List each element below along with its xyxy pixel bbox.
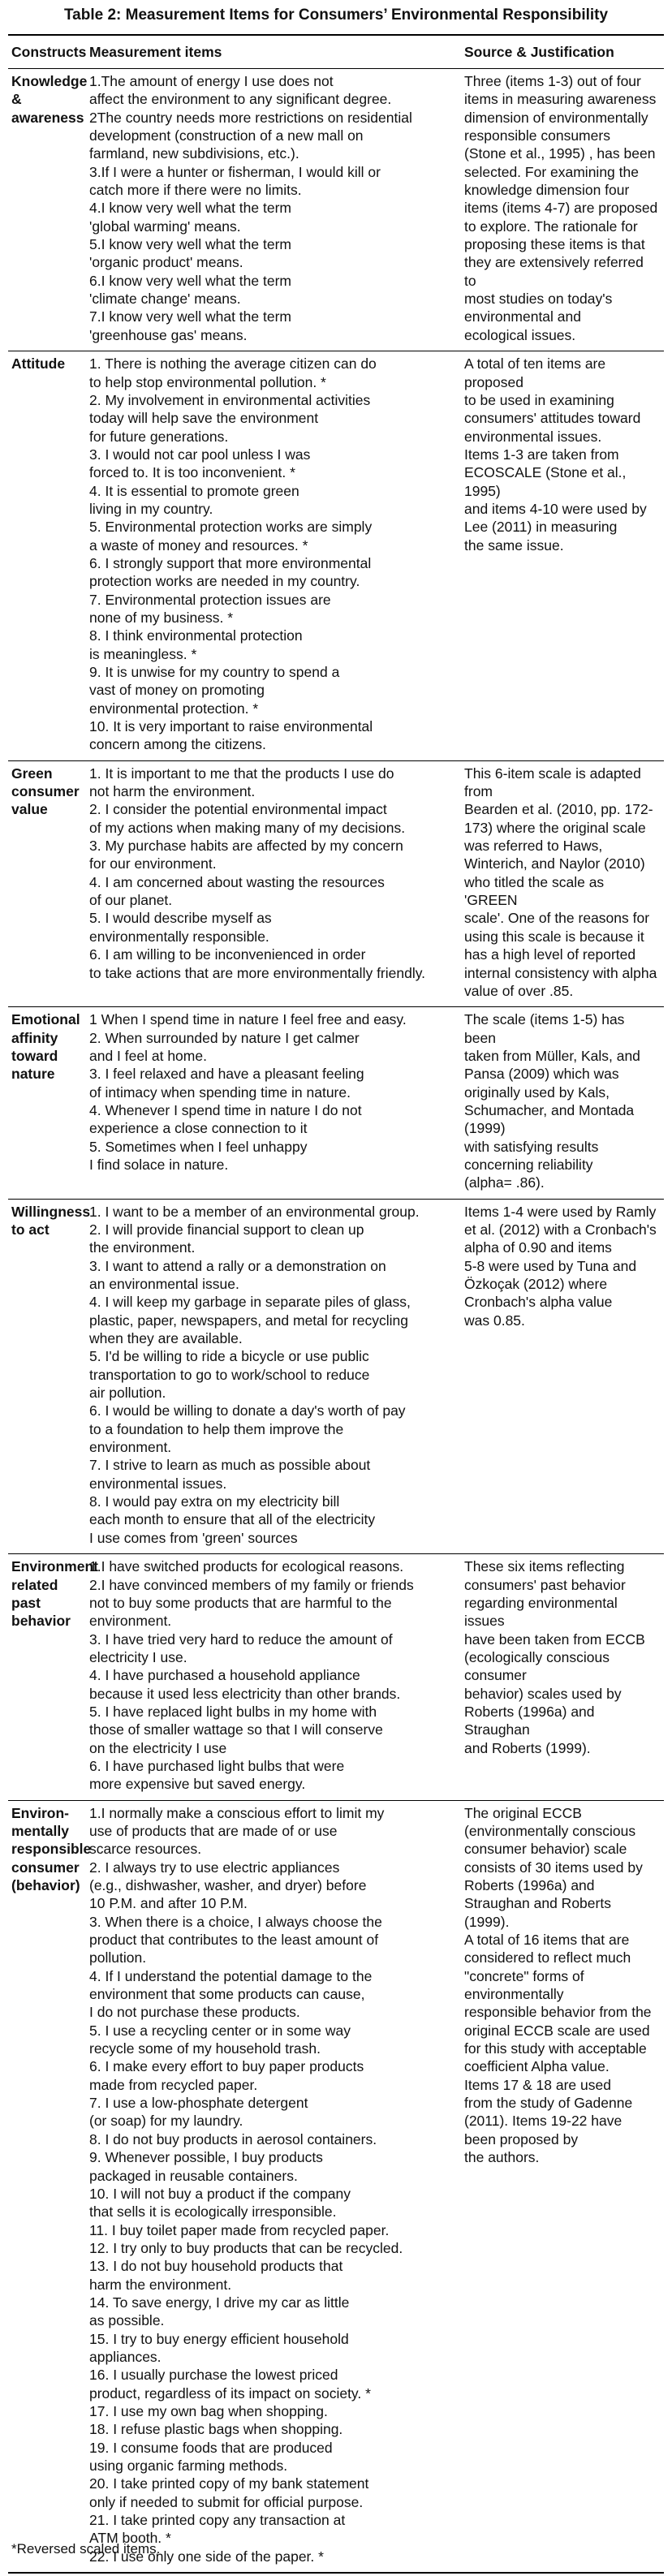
- measurement-item: 3. My purchase habits are affected by my concern for our environment.: [89, 838, 403, 872]
- measurement-item: 5. I use a recycling center or in some way recycle some of my household trash.: [89, 2022, 351, 2057]
- measurement-item: 3. I have tried very hard to reduce the amount of electricity I use.: [89, 1630, 393, 1665]
- justification-cell: These six items reflecting consumers' past behavior regarding environmental issues have been taken from ECCB (ecologically conscious consumer behavior) scales used by Roberts (1996a) and Straughan and Roberts (1999).: [461, 1554, 664, 1800]
- table-row: [8, 351, 664, 761]
- measurement-item: 20. I take printed copy of my bank statement only if needed to submit for official purpose.: [89, 2475, 369, 2510]
- measurement-item: 3. I would not car pool unless I was forced to. It is too inconvenient. *: [89, 446, 311, 481]
- measurement-item: 6. I would be willing to donate a day's worth of pay to a foundation to help them improve the environment.: [89, 1402, 406, 1456]
- measurement-item: 18. I refuse plastic bags when shopping.: [89, 2421, 343, 2438]
- measurement-item: 3. When there is a choice, I always choose the product that contributes to the least amount of pollution.: [89, 1913, 382, 1966]
- measurement-item: 12. I try only to buy products that can be recycled.: [89, 2239, 403, 2256]
- measurement-item: 6.I know very well what the term 'climate change' means.: [89, 272, 291, 308]
- measurement-item: 15. I try to buy energy efficient household appliances.: [89, 2330, 349, 2365]
- measurement-item: 4. I have purchased a household appliance because it used less electricity than other brands.: [89, 1667, 401, 1702]
- measurement-item: 10. It is very important to raise environmental concern among the citizens.: [89, 718, 373, 753]
- measurement-item: 9. Whenever possible, I buy products packaged in reusable containers.: [89, 2149, 323, 2184]
- measurement-items-cell: [86, 1007, 461, 1199]
- justification-cell: A total of ten items are proposed to be used in examining consumers' attitudes toward environmental issues. Items 1-3 are taken from ECOSCALE (Stone et al., 1995) and items 4-10 were used by Lee (2011) in measuring the same issue.: [461, 351, 664, 761]
- measurement-item: 1.I have switched products for ecological reasons.: [89, 1558, 404, 1575]
- measurement-item: 4. If I understand the potential damage to the environment that some products can cause, I do not purchase these products.: [89, 1967, 373, 2021]
- measurement-item: 19. I consume foods that are produced using organic farming methods.: [89, 2439, 333, 2474]
- measurement-item: 3. I want to attend a rally or a demonstration on an environmental issue.: [89, 1257, 386, 1292]
- measurement-items-cell: [86, 1554, 461, 1800]
- measurement-items-cell: [86, 1800, 461, 2573]
- measurement-item: 8. I do not buy products in aerosol containers.: [89, 2130, 377, 2147]
- measurement-item: 2The country needs more restrictions on residential development (construction of a new mall on farmland, new subdivisions, etc.).: [89, 109, 412, 162]
- measurement-items-cell: [86, 69, 461, 351]
- measurement-item: 4. I am concerned about wasting the resources of our planet.: [89, 873, 385, 909]
- measurement-item: 8. I would pay extra on my electricity bill each month to ensure that all of the electricity I use comes from 'green' sources: [89, 1493, 376, 1546]
- table-row: [8, 1800, 664, 2573]
- table-header: [8, 35, 664, 69]
- construct-cell: Green consumer value: [8, 760, 86, 1006]
- measurement-item: 10. I will not buy a product if the company that sells it is ecologically irresponsible.: [89, 2185, 351, 2221]
- table-row: [8, 69, 664, 351]
- measurement-item: 4.I know very well what the term 'global warming' means.: [89, 200, 291, 235]
- measurement-item: 5. I have replaced light bulbs in my home with those of smaller wattage so that I will conserve on the electricity I use: [89, 1703, 383, 1756]
- construct-cell: Environment related past behavior: [8, 1554, 86, 1800]
- measurement-item: 5. I would describe myself as environmentally responsible.: [89, 910, 272, 945]
- table-row: [8, 760, 664, 1006]
- construct-cell: Emotional affinity toward nature: [8, 1007, 86, 1199]
- construct-cell: Environ- mentally responsible consumer (behavior): [8, 1800, 86, 2573]
- measurement-items-cell: [86, 1199, 461, 1554]
- measurement-item: 6. I make every effort to buy paper products made from recycled paper.: [89, 2058, 364, 2093]
- measurement-item: 22. I use only one side of the paper. *: [89, 2548, 324, 2565]
- table-row: [8, 1199, 664, 1554]
- construct-cell: Attitude: [8, 351, 86, 761]
- measurement-items-cell: [86, 351, 461, 761]
- measurement-table: [8, 34, 664, 2574]
- measurement-item: 8. I think environmental protection is meaningless. *: [89, 627, 303, 662]
- measurement-item: 1. I want to be a member of an environmental group.: [89, 1203, 420, 1220]
- justification-cell: Items 1-4 were used by Ramly et al. (2012) with a Cronbach's alpha of 0.90 and items 5-8 were used by Tuna and Özkoçak (2012) where Cronbach's alpha value was 0.85.: [461, 1199, 664, 1554]
- measurement-item: 1. It is important to me that the products I use do not harm the environment.: [89, 765, 394, 800]
- table-body: [8, 69, 664, 2574]
- measurement-item: 6. I am willing to be inconvenienced in order to take actions that are more environmentally friendly.: [89, 946, 426, 981]
- measurement-item: 6. I strongly support that more environmental protection works are needed in my country.: [89, 554, 372, 590]
- measurement-item: 2. I consider the potential environmental impact of my actions when making many of my decisions.: [89, 801, 406, 836]
- header-constructs: Constructs: [8, 35, 86, 69]
- measurement-item: 4. It is essential to promote green living in my country.: [89, 482, 299, 517]
- measurement-items-cell: [86, 760, 461, 1006]
- footnote: *Reversed scaled items.: [11, 2541, 161, 2557]
- measurement-item: 2. When surrounded by nature I get calmer and I feel at home.: [89, 1029, 360, 1064]
- measurement-item: 4. I will keep my garbage in separate piles of glass, plastic, paper, newspapers, and metal for recycling when they are available.: [89, 1294, 411, 1347]
- header-source-justification: Source & Justification: [461, 35, 664, 69]
- justification-cell: The original ECCB (environmentally conscious consumer behavior) scale consists of 30 items used by Roberts (1996a) and Straughan and Roberts (1999). A total of 16 items that are considered to reflect much "concrete" forms of environmentally responsible behavior from the original ECCB scale are used for this study with acceptable coefficient Alpha value. Items 17 & 18 are used from the study of Gadenne (2011). Items 19-22 have been proposed by the authors.: [461, 1800, 664, 2573]
- construct-cell: Willingness to act: [8, 1199, 86, 1554]
- table-row: [8, 1007, 664, 1199]
- header-measurement-items: Measurement items: [86, 35, 461, 69]
- measurement-item: 7. I strive to learn as much as possible about environmental issues.: [89, 1457, 371, 1492]
- measurement-item: 2. I will provide financial support to clean up the environment.: [89, 1221, 364, 1256]
- construct-cell: Knowledge & awareness: [11, 73, 88, 126]
- measurement-item: 1.I normally make a conscious effort to limit my use of products that are made of or use scarce resources.: [89, 1804, 385, 1858]
- measurement-item: 21. I take printed copy any transaction at ATM booth. *: [89, 2512, 346, 2547]
- measurement-item: 1 When I spend time in nature I feel free and easy.: [89, 1011, 407, 1028]
- measurement-item: 17. I use my own bag when shopping.: [89, 2402, 328, 2419]
- measurement-item: 3. I feel relaxed and have a pleasant feeling of intimacy when spending time in nature.: [89, 1066, 364, 1101]
- measurement-item: 2. I always try to use electric appliances (e.g., dishwasher, washer, and dryer) before 10 P.M. and after 10 P.M.: [89, 1859, 367, 1912]
- measurement-item: 11. I buy toilet paper made from recycled paper.: [89, 2221, 390, 2238]
- measurement-item: 5. I'd be willing to ride a bicycle or use public transportation to go to work/school to reduce air pollution.: [89, 1348, 370, 1402]
- measurement-item: 16. I usually purchase the lowest priced product, regardless of its impact on society. *: [89, 2367, 371, 2402]
- justification-cell: Three (items 1-3) out of four items in measuring awareness dimension of environmentally responsible consumers (Stone et al., 1995) , has been selected. For examining the knowledge dimension four items (items 4-7) are proposed to explore. The rationale for proposing these items is that they are extensively referred to most studies on today's environmental and ecological issues.: [464, 73, 658, 343]
- measurement-item: 6. I have purchased light bulbs that were more expensive but saved energy.: [89, 1757, 345, 1793]
- measurement-item: 7.I know very well what the term 'greenhouse gas' means.: [89, 308, 291, 343]
- measurement-item: 7. I use a low-phosphate detergent (or soap) for my laundry.: [89, 2095, 308, 2130]
- measurement-item: 1. There is nothing the average citizen can do to help stop environmental pollution. *: [89, 355, 377, 390]
- measurement-item: 3.If I were a hunter or fisherman, I would kill or catch more if there were no limits.: [89, 163, 381, 199]
- measurement-item: 5.I know very well what the term 'organic product' means.: [89, 236, 291, 271]
- justification-cell: The scale (items 1-5) has been taken from Müller, Kals, and Pansa (2009) which was originally used by Kals, Schumacher, and Montada (1999) with satisfying results concerning reliability (alpha= .86).: [461, 1007, 664, 1199]
- measurement-item: 13. I do not buy household products that harm the environment.: [89, 2258, 343, 2293]
- measurement-item: 2. My involvement in environmental activities today will help save the environment for future generations.: [89, 391, 371, 445]
- table-caption: Table 2: Measurement Items for Consumers’ Environmental Responsibility: [63, 6, 609, 24]
- measurement-item: 4. Whenever I spend time in nature I do not experience a close connection to it: [89, 1101, 362, 1137]
- measurement-item: 14. To save energy, I drive my car as little as possible.: [89, 2294, 350, 2329]
- table-row: [8, 1554, 664, 1800]
- measurement-item: 2.I have convinced members of my family or friends not to buy some products that are harmful to the environment.: [89, 1576, 414, 1630]
- measurement-item: 5. Environmental protection works are simply a waste of money and resources. *: [89, 519, 373, 554]
- justification-cell: This 6-item scale is adapted from Bearden et al. (2010, pp. 172- 173) where the original scale was referred to Haws, Winterich, and Naylor (2010) who titled the scale as 'GREEN scale'. One of the reasons for using this scale is because it has a high level of reported internal consistency with alpha value of over .85.: [461, 760, 664, 1006]
- measurement-item: 9. It is unwise for my country to spend a vast of money on promoting environmental protection. *: [89, 664, 340, 717]
- measurement-item: 1.The amount of energy I use does not affect the environment to any significant degree.: [89, 73, 392, 108]
- measurement-item: 7. Environmental protection issues are none of my business. *: [89, 591, 331, 626]
- measurement-item: 5. Sometimes when I feel unhappy I find solace in nature.: [89, 1138, 308, 1173]
